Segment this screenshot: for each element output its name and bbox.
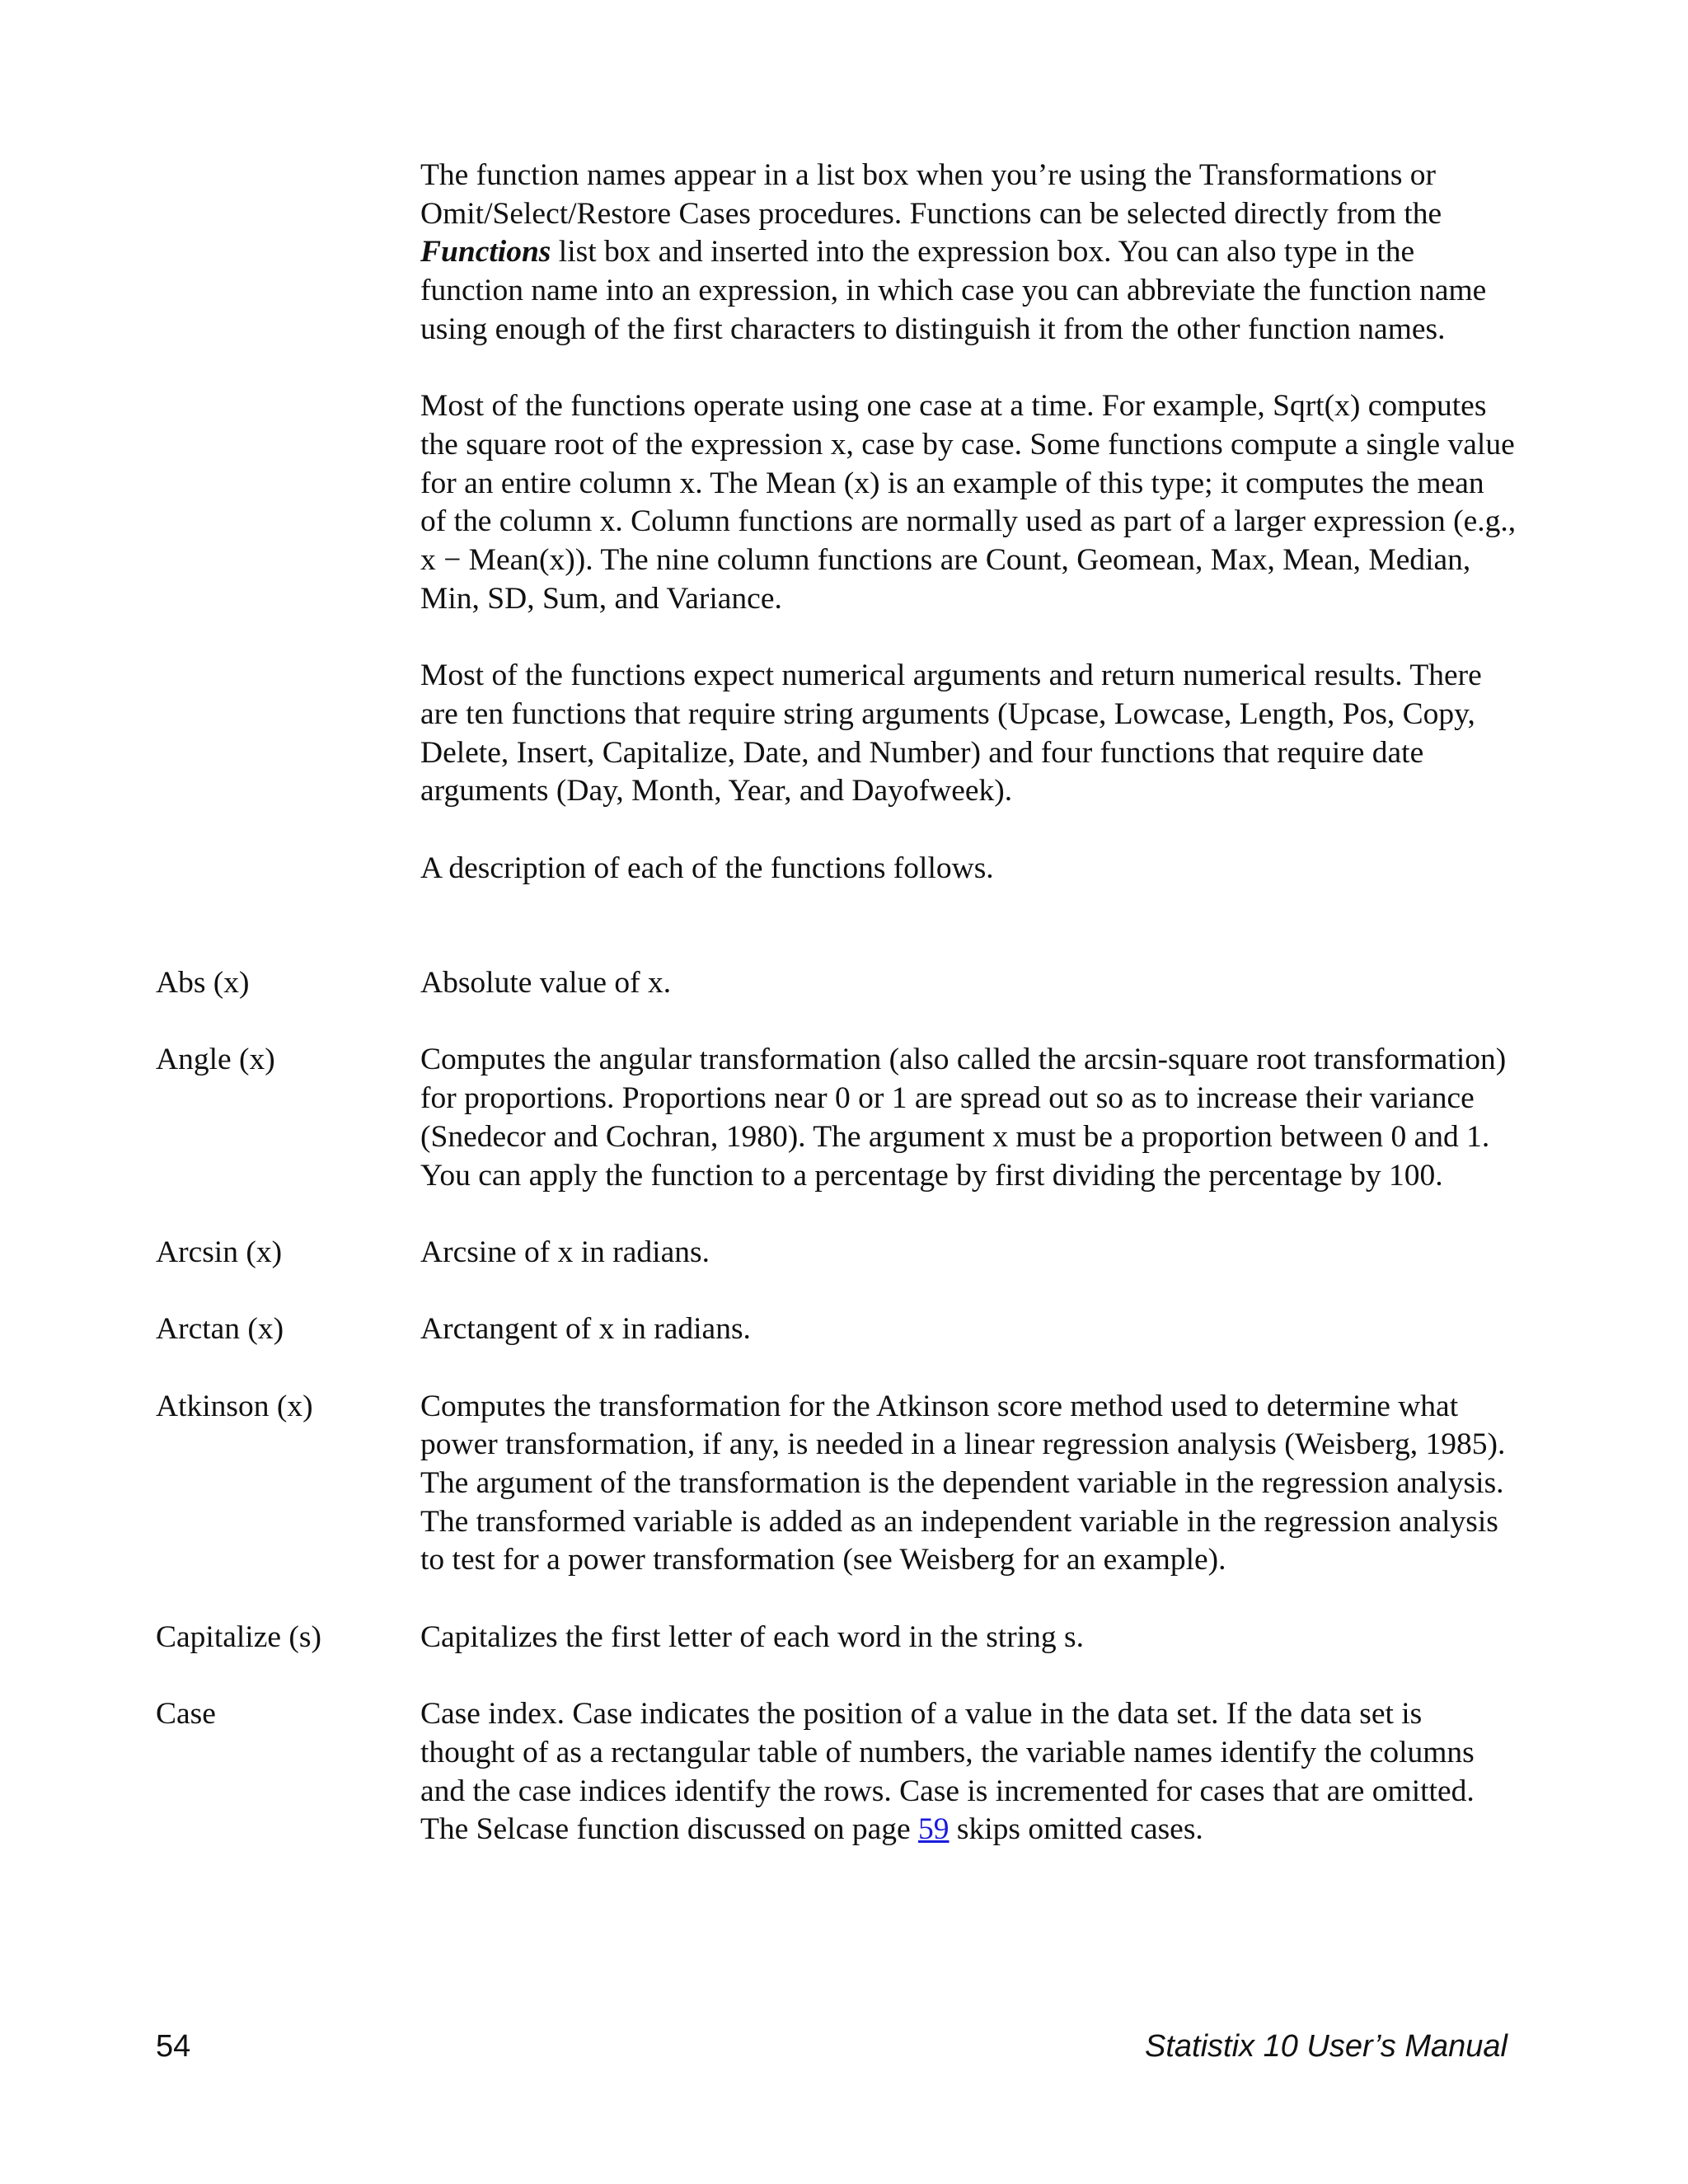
intro-p1-text-end: list box and inserted into the expression box. You can also type in the function name into an expression, in which case you can abbreviate the function name using enough of the first characters to distinguish it from the other function names. bbox=[420, 235, 1487, 346]
function-entry-capitalize bbox=[156, 1619, 1524, 1657]
function-description bbox=[420, 1695, 1517, 1849]
intro-paragraph-argument-types: Most of the functions expect numerical arguments and return numerical results. There are ten functions that require string arguments (Upcase, Lowcase, Length, Pos, Copy, Delete, Insert, Capitalize, Date, and Number) and four functions that require date arguments (Day, Month, Year, and Dayofweek). bbox=[420, 658, 1482, 808]
function-description: Computes the transformation for the Atkinson score method used to determine what power transformation, if any, is needed in a linear regression analysis (Weisberg, 1985). The argument of the transformation is the dependent variable in the regression analysis. The transformed variable is added as an independent variable in the regression analysis to test for a power transformation (see Weisberg for an example). bbox=[420, 1389, 1506, 1577]
case-description-end: skips omitted cases. bbox=[949, 1812, 1203, 1847]
function-definition-list bbox=[156, 964, 1524, 1888]
intro-paragraph-column-functions: Most of the functions operate using one case at a time. For example, Sqrt(x) computes the square root of the expression x, case by case. Some functions compute a single value for an entire column x. The Mean (x) is an example of this type; it computes the mean of the column x. Column functions are normally used as part of a larger expression (e.g., x − Mean(x)). The nine column functions are Count, Geomean, Max, Mean, Median, Min, SD, Sum, and Variance. bbox=[420, 389, 1517, 616]
function-entry-abs bbox=[156, 964, 1524, 1003]
intro-section bbox=[420, 157, 1517, 926]
function-entry-atkinson bbox=[156, 1388, 1524, 1581]
function-term: Arcsin (x) bbox=[156, 1235, 283, 1269]
function-term: Case bbox=[156, 1697, 216, 1732]
function-term: Atkinson (x) bbox=[156, 1389, 313, 1423]
function-entry-arcsin bbox=[156, 1234, 1524, 1272]
function-description: Capitalizes the first letter of each word in the string s. bbox=[420, 1619, 1084, 1654]
function-entry-angle bbox=[156, 1041, 1524, 1195]
case-description-start: Case index. Case indicates the position of a value in the data set. If the data set is thought of as a rectangular table of numbers, the variable names identify the columns and the case indices identify the rows. Case is incremented for cases that are omitted. The Selcase function discussed on page bbox=[420, 1697, 1475, 1847]
function-term: Angle (x) bbox=[156, 1043, 275, 1077]
intro-paragraph-description-lead: A description of each of the functions follows. bbox=[420, 851, 994, 885]
function-description: Arcsine of x in radians. bbox=[420, 1235, 710, 1269]
page-number: 54 bbox=[156, 2029, 191, 2064]
page-footer bbox=[156, 2029, 1507, 2070]
functions-listbox-term: Functions bbox=[420, 235, 551, 269]
function-entry-case bbox=[156, 1695, 1524, 1849]
function-term: Abs (x) bbox=[156, 966, 250, 1000]
function-entry-arctan bbox=[156, 1310, 1524, 1349]
function-term: Arctan (x) bbox=[156, 1312, 284, 1347]
manual-title: Statistix 10 User’s Manual bbox=[1144, 2029, 1507, 2064]
intro-p1-text-start: The function names appear in a list box when you’re using the Transformations or Omit/Select/Restore Cases procedures. Functions can be selected directly from the bbox=[420, 158, 1442, 231]
intro-paragraph-function-names bbox=[420, 157, 1517, 349]
function-description: Computes the angular transformation (also called the arcsin-square root transformation) for proportions. Proportions near 0 or 1 are spread out so as to increase their variance (Snedecor and Cochran, 1980). The argument x must be a proportion between 0 and 1. You can apply the function to a percentage by first dividing the percentage by 100. bbox=[420, 1043, 1507, 1193]
function-term: Capitalize (s) bbox=[156, 1619, 321, 1654]
function-description: Absolute value of x. bbox=[420, 966, 672, 1000]
page-59-link[interactable]: 59 bbox=[918, 1812, 950, 1847]
function-description: Arctangent of x in radians. bbox=[420, 1312, 751, 1347]
